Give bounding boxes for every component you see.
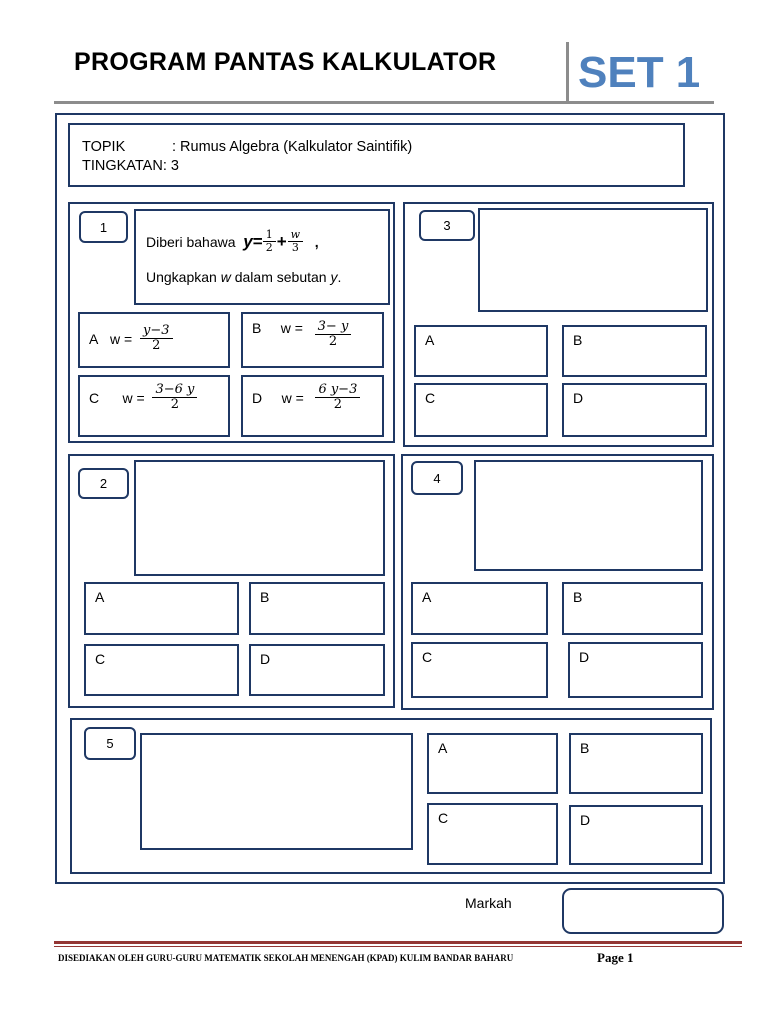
instruction-c: .	[337, 269, 342, 285]
question-2-option-d[interactable]	[249, 644, 385, 696]
fraction-one-half	[263, 229, 276, 254]
question-5-number-text: 5	[106, 736, 114, 751]
question-3-number-text: 3	[443, 218, 451, 233]
footer-rule-thick	[54, 941, 742, 944]
option-lhs: w =	[110, 330, 133, 347]
option-den: 2	[152, 338, 161, 353]
header-rule	[54, 101, 714, 104]
question-4-option-b[interactable]	[562, 582, 703, 635]
question-2-option-a[interactable]	[84, 582, 239, 635]
page-title: PROGRAM PANTAS KALKULATOR	[74, 48, 497, 76]
option-fraction	[315, 383, 360, 412]
option-den: 2	[333, 397, 343, 412]
question-1-option-b[interactable]	[241, 312, 384, 368]
question-4-option-d[interactable]	[568, 642, 703, 698]
option-letter: D	[260, 651, 271, 667]
question-5-prompt	[140, 733, 413, 850]
question-2-option-b[interactable]	[249, 582, 385, 635]
question-3-option-d[interactable]	[562, 383, 707, 437]
question-5-option-c[interactable]	[427, 803, 558, 865]
question-2-option-c[interactable]	[84, 644, 239, 696]
instruction-b: dalam sebutan	[230, 269, 331, 285]
tingkatan-label: TINGKATAN: 3	[82, 158, 179, 174]
option-letter: B	[580, 740, 590, 756]
question-1-option-c[interactable]	[78, 375, 230, 437]
header-divider	[566, 42, 569, 104]
question-4-prompt	[474, 460, 703, 571]
given-text: Diberi bahawa	[146, 233, 236, 250]
option-letter: C	[95, 651, 106, 667]
question-4-number-text: 4	[433, 470, 441, 486]
option-letter: D	[579, 649, 590, 665]
footer-credit: DISEDIAKAN OLEH GURU-GURU MATEMATIK SEKOLAH MENENGAH (KPAD) KULIM BANDAR BAHARU	[58, 953, 514, 963]
question-1-number	[79, 211, 128, 243]
topik-label: TOPIK	[82, 139, 126, 155]
option-num: 3−6 y	[152, 383, 197, 398]
option-num: 6 y−3	[315, 383, 360, 398]
question-1-option-a[interactable]	[78, 312, 230, 368]
question-5-number	[84, 727, 136, 760]
option-letter: B	[252, 320, 262, 336]
footer-rule-thin	[54, 946, 742, 947]
question-5-option-d[interactable]	[569, 805, 703, 865]
instruction-a: Ungkapkan	[146, 269, 221, 285]
option-letter: A	[422, 589, 432, 605]
option-letter: C	[422, 649, 433, 665]
question-5-option-a[interactable]	[427, 733, 558, 794]
question-3-option-c[interactable]	[414, 383, 548, 437]
option-letter: D	[573, 390, 584, 406]
option-letter: C	[438, 810, 449, 826]
f2-num: w	[288, 229, 303, 242]
f1-num: 1	[263, 229, 276, 242]
markah-box[interactable]	[562, 888, 724, 934]
comma: ,	[314, 233, 319, 250]
question-4-option-c[interactable]	[411, 642, 548, 698]
instruction-w: w	[220, 269, 231, 285]
var-y: y	[243, 231, 253, 251]
option-den: 2	[328, 334, 338, 349]
question-4-number	[411, 461, 463, 495]
option-letter: A	[438, 740, 448, 756]
question-2-number-text: 2	[99, 476, 108, 491]
markah-label: Markah	[465, 895, 512, 911]
equals-sign: =	[252, 231, 263, 251]
question-1-number-text: 1	[99, 219, 108, 235]
plus-sign: +	[276, 231, 287, 251]
option-letter: A	[425, 332, 435, 348]
question-3-number	[419, 210, 475, 241]
fraction-w-third	[288, 229, 303, 254]
question-5-option-b[interactable]	[569, 733, 703, 794]
option-lhs: w =	[280, 320, 303, 336]
question-2-number	[78, 468, 129, 499]
option-letter: D	[252, 389, 263, 406]
option-letter: C	[89, 389, 100, 406]
page-number: Page 1	[597, 950, 634, 965]
question-2-prompt	[134, 460, 385, 576]
option-den: 2	[170, 397, 180, 412]
instruction-y: y	[330, 269, 338, 285]
option-num: 3− y	[315, 320, 352, 335]
option-lhs: w =	[122, 389, 145, 406]
f2-den: 3	[291, 241, 299, 254]
option-fraction	[140, 324, 173, 353]
question-4-option-a[interactable]	[411, 582, 548, 635]
option-fraction	[152, 383, 197, 412]
option-letter: C	[425, 390, 436, 406]
option-letter: B	[573, 589, 583, 605]
question-1-option-d[interactable]	[241, 375, 384, 437]
option-fraction	[315, 320, 352, 349]
question-3-option-b[interactable]	[562, 325, 707, 377]
option-lhs: w =	[281, 389, 304, 406]
option-letter: D	[580, 812, 591, 828]
option-letter: B	[260, 589, 270, 605]
topik-value: : Rumus Algebra (Kalkulator Saintifik)	[172, 139, 413, 155]
option-letter: B	[573, 332, 583, 348]
set-label: SET 1	[578, 48, 701, 97]
f1-den: 2	[265, 241, 273, 254]
option-num: y−3	[140, 324, 173, 339]
question-3-option-a[interactable]	[414, 325, 548, 377]
question-1-prompt	[134, 209, 390, 305]
option-letter: A	[89, 330, 99, 347]
option-letter: A	[95, 589, 105, 605]
question-3-prompt	[478, 208, 708, 312]
topic-box	[68, 123, 685, 187]
